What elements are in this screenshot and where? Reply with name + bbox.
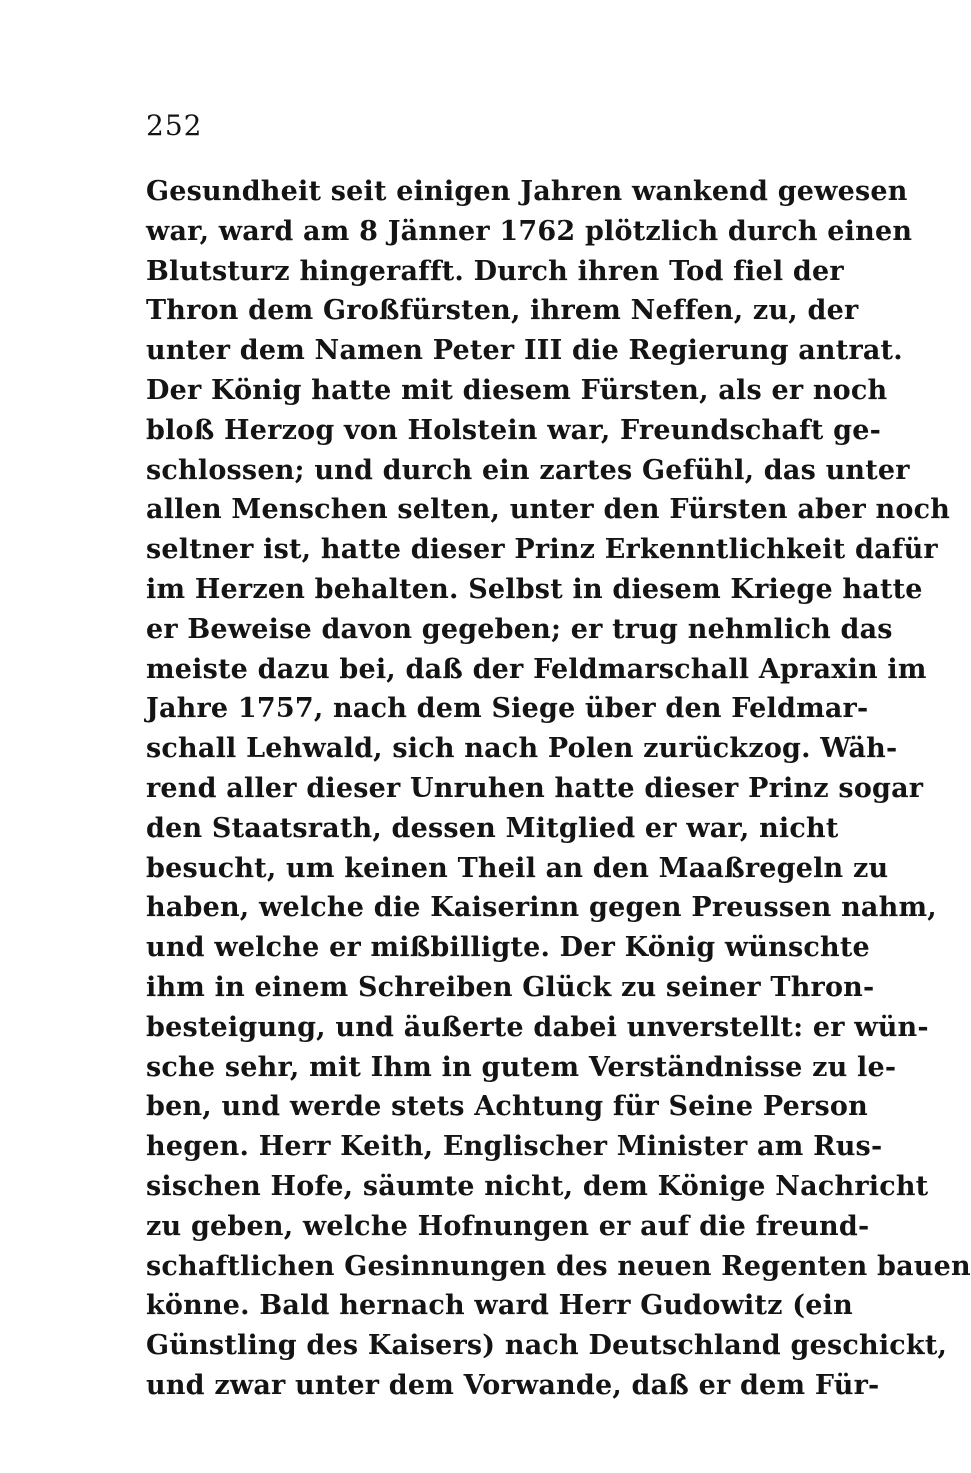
text-line: besteigung, und äußerte dabei unverstellt: er wün- — [146, 1011, 929, 1043]
text-line: ihm in einem Schreiben Glück zu seiner Thron- — [146, 971, 875, 1003]
text-line: und zwar unter dem Vorwande, daß er dem Für- — [146, 1369, 880, 1401]
text-line: und welche er mißbilligte. Der König wünschte — [146, 932, 870, 964]
text-line: Thron dem Großfürsten, ihrem Neffen, zu, der — [146, 295, 859, 327]
text-line: bloß Herzog von Holstein war, Freundschaft ge- — [146, 414, 881, 446]
text-line: schall Lehwald, sich nach Polen zurückzog. Wäh- — [146, 733, 898, 765]
text-line: seltner ist, hatte dieser Prinz Erkenntlichkeit dafür — [146, 534, 938, 566]
body-text — [146, 172, 971, 1406]
text-line: besucht, um keinen Theil an den Maaßregeln zu — [146, 852, 889, 884]
text-line: ben, und werde stets Achtung für Seine Person — [146, 1091, 868, 1123]
text-line: im Herzen behalten. Selbst in diesem Kriege hatte — [146, 573, 923, 605]
text-line: allen Menschen selten, unter den Fürsten aber noch — [146, 494, 951, 526]
text-line: schaftlichen Gesinnungen des neuen Regenten bauen — [146, 1250, 971, 1282]
text-line: Der König hatte mit diesem Fürsten, als er noch — [146, 374, 888, 406]
text-line: Gesundheit seit einigen Jahren wankend gewesen — [146, 176, 908, 207]
text-line: haben, welche die Kaiserinn gegen Preussen nahm, — [146, 892, 937, 924]
text-line: Blutsturz hingerafft. Durch ihren Tod fiel der — [146, 255, 844, 287]
text-line: Jahre 1757, nach dem Siege über den Feldmar- — [146, 693, 869, 725]
text-line: sche sehr, mit Ihm in gutem Verständnisse zu le- — [146, 1051, 897, 1083]
text-line: er Beweise davon gegeben; er trug nehmlich das — [146, 613, 893, 645]
page-number: 252 — [146, 109, 203, 142]
text-line: hegen. Herr Keith, Englischer Minister am Rus- — [146, 1131, 883, 1163]
text-line: den Staatsrath, dessen Mitglied er war, nicht — [146, 812, 839, 844]
text-line: könne. Bald hernach ward Herr Gudowitz (ein — [146, 1290, 853, 1322]
text-line: meiste dazu bei, daß der Feldmarschall Apraxin im — [146, 653, 927, 685]
text-line: sischen Hofe, säumte nicht, dem Könige Nachricht — [146, 1170, 929, 1202]
text-line: Günstling des Kaisers) nach Deutschland geschickt, — [146, 1330, 948, 1362]
text-line: zu geben, welche Hofnungen er auf die freund- — [146, 1210, 870, 1242]
text-line: schlossen; und durch ein zartes Gefühl, das unter — [146, 454, 910, 486]
text-line: unter dem Namen Peter III die Regierung antrat. — [146, 335, 903, 367]
text-line: war, ward am 8 Jänner 1762 plötzlich durch einen — [146, 215, 913, 247]
text-line: rend aller dieser Unruhen hatte dieser Prinz sogar — [146, 772, 924, 804]
